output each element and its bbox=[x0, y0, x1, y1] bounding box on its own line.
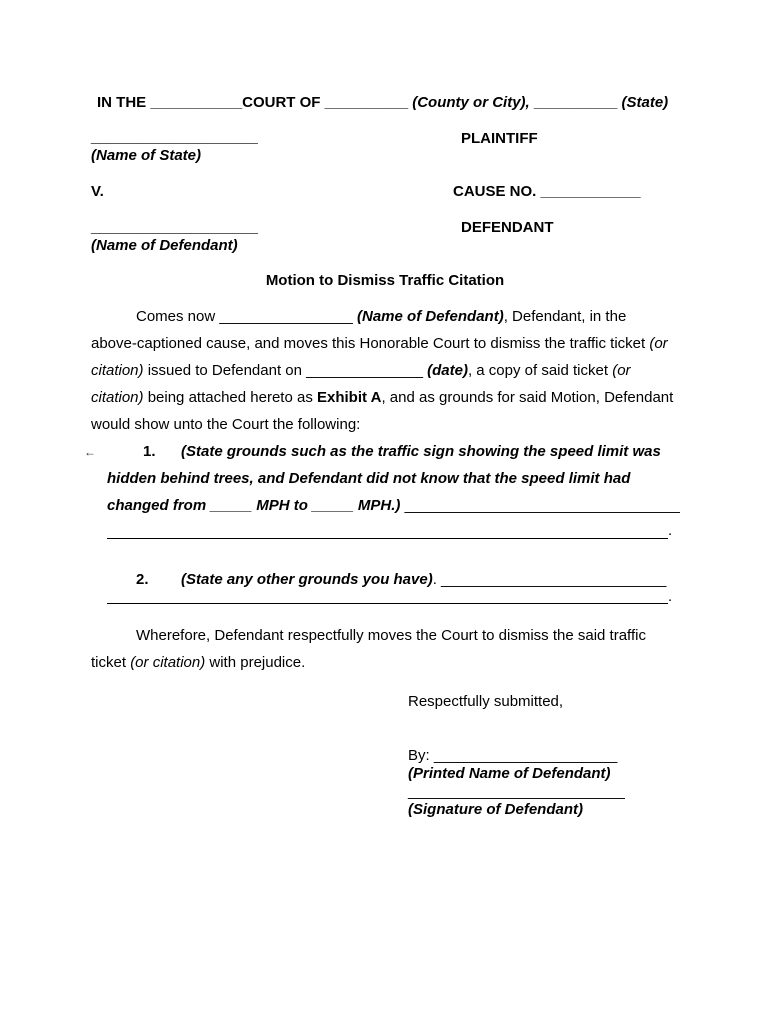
defendant-label: DEFENDANT bbox=[461, 219, 554, 236]
intro-line-4: citation) being attached hereto as Exhibit A, and as grounds for said Motion, Defendant bbox=[91, 389, 674, 406]
intro-line-2: above-captioned cause, and moves this Honorable Court to dismiss the traffic ticket (or bbox=[91, 335, 668, 352]
county-label: (County or City), bbox=[412, 94, 530, 111]
intro-line-5: would show unto the Court the following: bbox=[91, 416, 361, 433]
printed-name-label: (Printed Name of Defendant) bbox=[408, 765, 611, 782]
respectfully-submitted: Respectfully submitted, bbox=[408, 693, 564, 710]
item-1-line-2: hidden behind trees, and Defendant did not know that the speed limit had bbox=[107, 470, 631, 487]
item-2-line-1: (State any other grounds you have). ___________________________ bbox=[181, 571, 667, 588]
name-of-state-label: (Name of State) bbox=[91, 147, 202, 164]
signature-blank-line: __________________________ bbox=[408, 783, 625, 800]
caption-in-the: IN THE bbox=[97, 94, 147, 111]
county-blank: __________ bbox=[324, 94, 409, 111]
conclusion-line-1: Wherefore, Defendant respectfully moves the Court to dismiss the said traffic bbox=[136, 627, 646, 644]
item-1-line-3: changed from _____ MPH to _____ MPH.) _________________________________ bbox=[107, 497, 680, 514]
cause-number: CAUSE NO. ____________ bbox=[453, 183, 641, 200]
state-blank: __________ bbox=[533, 94, 618, 111]
court-name-blank: ___________ bbox=[150, 94, 243, 111]
state-label: (State) bbox=[621, 94, 669, 111]
intro-line-3: citation) issued to Defendant on ______________ (date), a copy of said ticket (or bbox=[91, 362, 631, 379]
item-1-number: 1. bbox=[143, 443, 156, 460]
by-signature-line: By: ______________________ bbox=[408, 747, 618, 764]
plaintiff-label: PLAINTIFF bbox=[461, 130, 538, 147]
list-marker-icon: ← bbox=[84, 445, 96, 459]
caption-court-of: COURT OF bbox=[242, 94, 321, 111]
intro-line-1: Comes now ________________ (Name of Defendant), Defendant, in the bbox=[136, 308, 627, 325]
item-2-number: 2. bbox=[136, 571, 149, 588]
item-1-line-1: (State grounds such as the traffic sign showing the speed limit was bbox=[181, 443, 661, 460]
conclusion-line-2: ticket (or citation) with prejudice. bbox=[91, 654, 306, 671]
plaintiff-name-blank: ____________________ bbox=[91, 128, 258, 145]
item-1-continuation-line bbox=[107, 538, 668, 539]
item-2-period: . bbox=[668, 588, 673, 605]
versus-label: V. bbox=[91, 183, 104, 200]
defendant-name-blank: ____________________ bbox=[91, 218, 258, 235]
name-of-defendant-label: (Name of Defendant) bbox=[91, 237, 238, 254]
document-title: Motion to Dismiss Traffic Citation bbox=[265, 272, 505, 289]
caption-line bbox=[97, 94, 668, 112]
item-2-continuation-line bbox=[107, 603, 668, 604]
item-1-period: . bbox=[668, 522, 673, 539]
signature-label: (Signature of Defendant) bbox=[408, 801, 583, 818]
